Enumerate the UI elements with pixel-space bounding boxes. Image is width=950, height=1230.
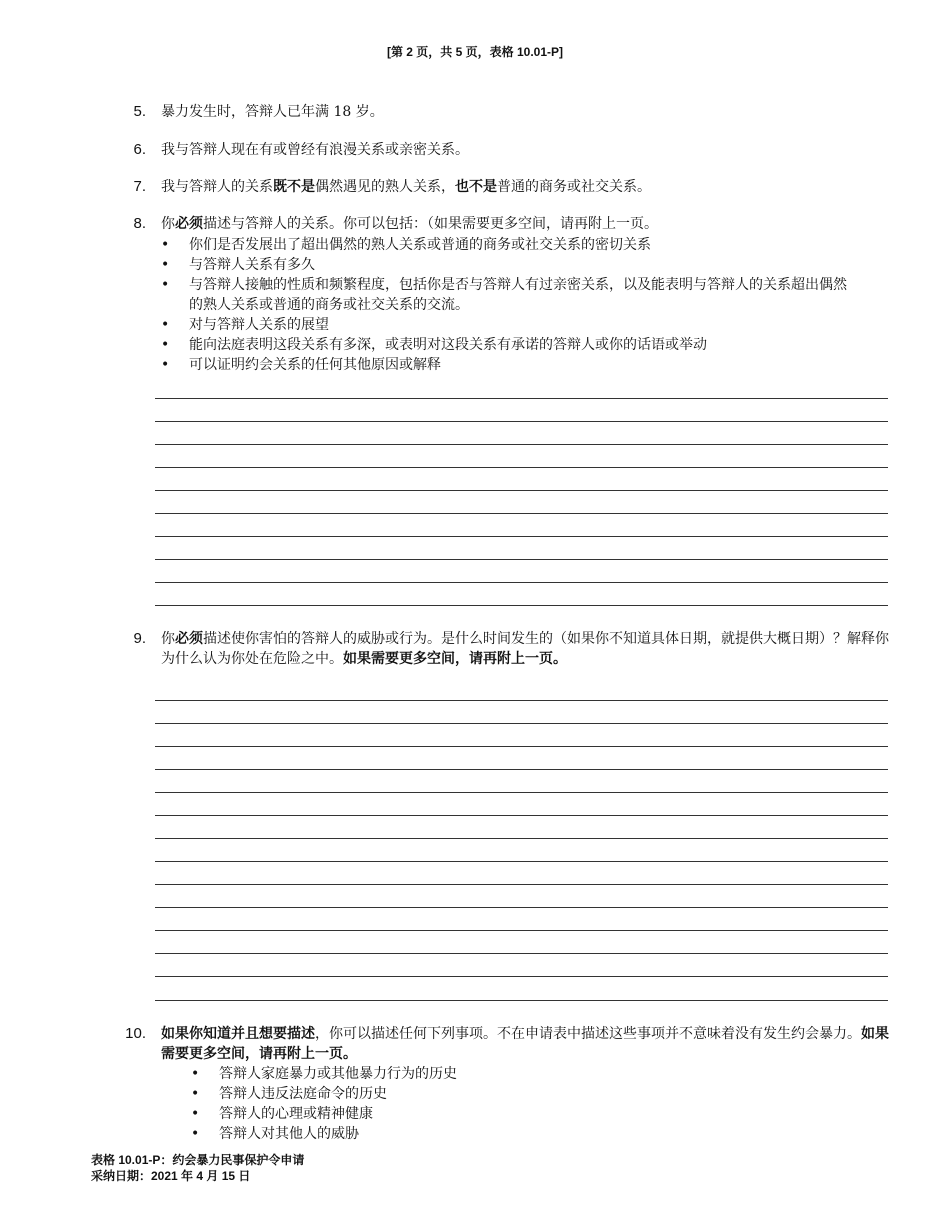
- list-item: [161, 335, 851, 355]
- answer-line[interactable]: [155, 444, 888, 445]
- list-item: [161, 355, 851, 375]
- answer-line[interactable]: [155, 792, 888, 793]
- text-run: 我与答辩人的关系: [161, 179, 273, 195]
- adoption-date: 采纳日期：2021 年 4 月 15 日: [91, 1169, 251, 1183]
- answer-line[interactable]: [155, 976, 888, 977]
- bullet-icon: •: [191, 1126, 200, 1142]
- answer-line[interactable]: [155, 815, 888, 816]
- bold-run: 如果需要更多空间，请再附上一页。: [343, 651, 567, 667]
- text-run: 描述使你害怕的答辩人的威胁或行为。是什么时间发生的（如果你不知道具体日期，就提供大概日期）？解释你为什么认为你处在危险之中。: [161, 631, 889, 667]
- item-number: 10.: [125, 1025, 146, 1042]
- bold-run: 如果你知道并且想要描述: [161, 1026, 315, 1042]
- list-item-text: 能向法庭表明这段关系有多深，或表明对这段关系有承诺的答辩人或你的话语或举动: [189, 337, 707, 353]
- answer-line[interactable]: [155, 559, 888, 560]
- text-run: 普通的商务或社交关系。: [497, 179, 651, 195]
- answer-line[interactable]: [155, 953, 888, 954]
- bullet-icon: •: [161, 317, 170, 333]
- list-item: [161, 275, 851, 315]
- answer-line[interactable]: [155, 467, 888, 468]
- list-item-text: 与答辩人关系有多久: [189, 257, 315, 273]
- list-item-text: 答辩人对其他人的威胁: [219, 1126, 359, 1142]
- answer-line[interactable]: [155, 723, 888, 724]
- bold-run: 既不是: [273, 179, 315, 195]
- list-item-text: 答辩人违反法庭命令的历史: [219, 1086, 387, 1102]
- answer-line[interactable]: [155, 582, 888, 583]
- list-item-text: 答辩人家庭暴力或其他暴力行为的历史: [219, 1066, 457, 1082]
- item-text: [161, 1024, 892, 1064]
- answer-line[interactable]: [155, 930, 888, 931]
- bullet-icon: •: [161, 277, 170, 293]
- bold-run: 必须: [175, 631, 203, 647]
- item-text: 我与答辩人现在有或曾经有浪漫关系或亲密关系。: [161, 142, 469, 158]
- answer-line[interactable]: [155, 513, 888, 514]
- answer-line[interactable]: [155, 605, 888, 606]
- list-item: [191, 1064, 851, 1084]
- list-item: [191, 1124, 851, 1144]
- answer-line[interactable]: [155, 838, 888, 839]
- item-8: [122, 214, 892, 234]
- text-run: 偶然遇见的熟人关系，: [315, 179, 455, 195]
- item-7: [122, 177, 892, 197]
- answer-line[interactable]: [155, 769, 888, 770]
- item-number: 5.: [133, 103, 146, 120]
- list-item-text: 对与答辩人关系的展望: [189, 317, 329, 333]
- item-9: [122, 629, 892, 669]
- item-text: [161, 177, 892, 197]
- answer-line[interactable]: [155, 1000, 888, 1001]
- item-5: [122, 102, 892, 122]
- text-run: 你: [161, 631, 175, 647]
- bold-run: 必须: [175, 216, 203, 232]
- item-6: [122, 140, 892, 160]
- bullet-icon: •: [191, 1066, 200, 1082]
- list-item: [191, 1084, 851, 1104]
- answer-line[interactable]: [155, 861, 888, 862]
- item-number: 7.: [133, 178, 146, 195]
- text-run: 你: [161, 216, 175, 232]
- answer-line[interactable]: [155, 490, 888, 491]
- item-8-bullet-list: [161, 235, 851, 375]
- item-text: [161, 214, 892, 234]
- bullet-icon: •: [191, 1086, 200, 1102]
- bold-run: 也不是: [455, 179, 497, 195]
- item-10-bullet-list: [191, 1064, 851, 1144]
- answer-line[interactable]: [155, 907, 888, 908]
- list-item-text: 答辩人的心理或精神健康: [219, 1106, 373, 1122]
- item-number: 9.: [133, 630, 146, 647]
- text-run: ，你可以描述任何下列事项。不在申请表中描述这些事项并不意味着没有发生约会暴力。: [315, 1026, 861, 1042]
- list-item: [161, 235, 851, 255]
- item-text: 暴力发生时，答辩人已年满 18 岁。: [161, 104, 384, 120]
- list-item: [191, 1104, 851, 1124]
- form-title: 表格 10.01-P：约会暴力民事保护令申请: [91, 1153, 305, 1167]
- answer-line[interactable]: [155, 700, 888, 701]
- page-header: [第 2 页，共 5 页，表格 10.01-P]: [386, 45, 564, 59]
- answer-line[interactable]: [155, 746, 888, 747]
- item-number: 8.: [133, 215, 146, 232]
- bullet-icon: •: [161, 237, 170, 253]
- item-10: [122, 1024, 892, 1064]
- item-text: [161, 629, 892, 669]
- list-item: [161, 315, 851, 335]
- bullet-icon: •: [161, 337, 170, 353]
- answer-line[interactable]: [155, 884, 888, 885]
- list-item-text: 可以证明约会关系的任何其他原因或解释: [189, 357, 441, 373]
- answer-line[interactable]: [155, 536, 888, 537]
- bullet-icon: •: [161, 257, 170, 273]
- text-run: 描述与答辩人的关系。你可以包括：（如果需要更多空间，请再附上一页。: [203, 216, 658, 232]
- answer-line[interactable]: [155, 398, 888, 399]
- bold-run: 如果需要更多空间，请再附上一页。: [161, 1026, 889, 1062]
- answer-line[interactable]: [155, 421, 888, 422]
- list-item-text: 与答辩人接触的性质和频繁程度，包括你是否与答辩人有过亲密关系，以及能表明与答辩人的关系超出偶然的熟人关系或普通的商务或社交关系的交流。: [189, 277, 847, 313]
- bullet-icon: •: [161, 357, 170, 373]
- bullet-icon: •: [191, 1106, 200, 1122]
- list-item: [161, 255, 851, 275]
- list-item-text: 你们是否发展出了超出偶然的熟人关系或普通的商务或社交关系的密切关系: [189, 237, 651, 253]
- item-number: 6.: [133, 141, 146, 158]
- page-footer: [91, 1152, 304, 1184]
